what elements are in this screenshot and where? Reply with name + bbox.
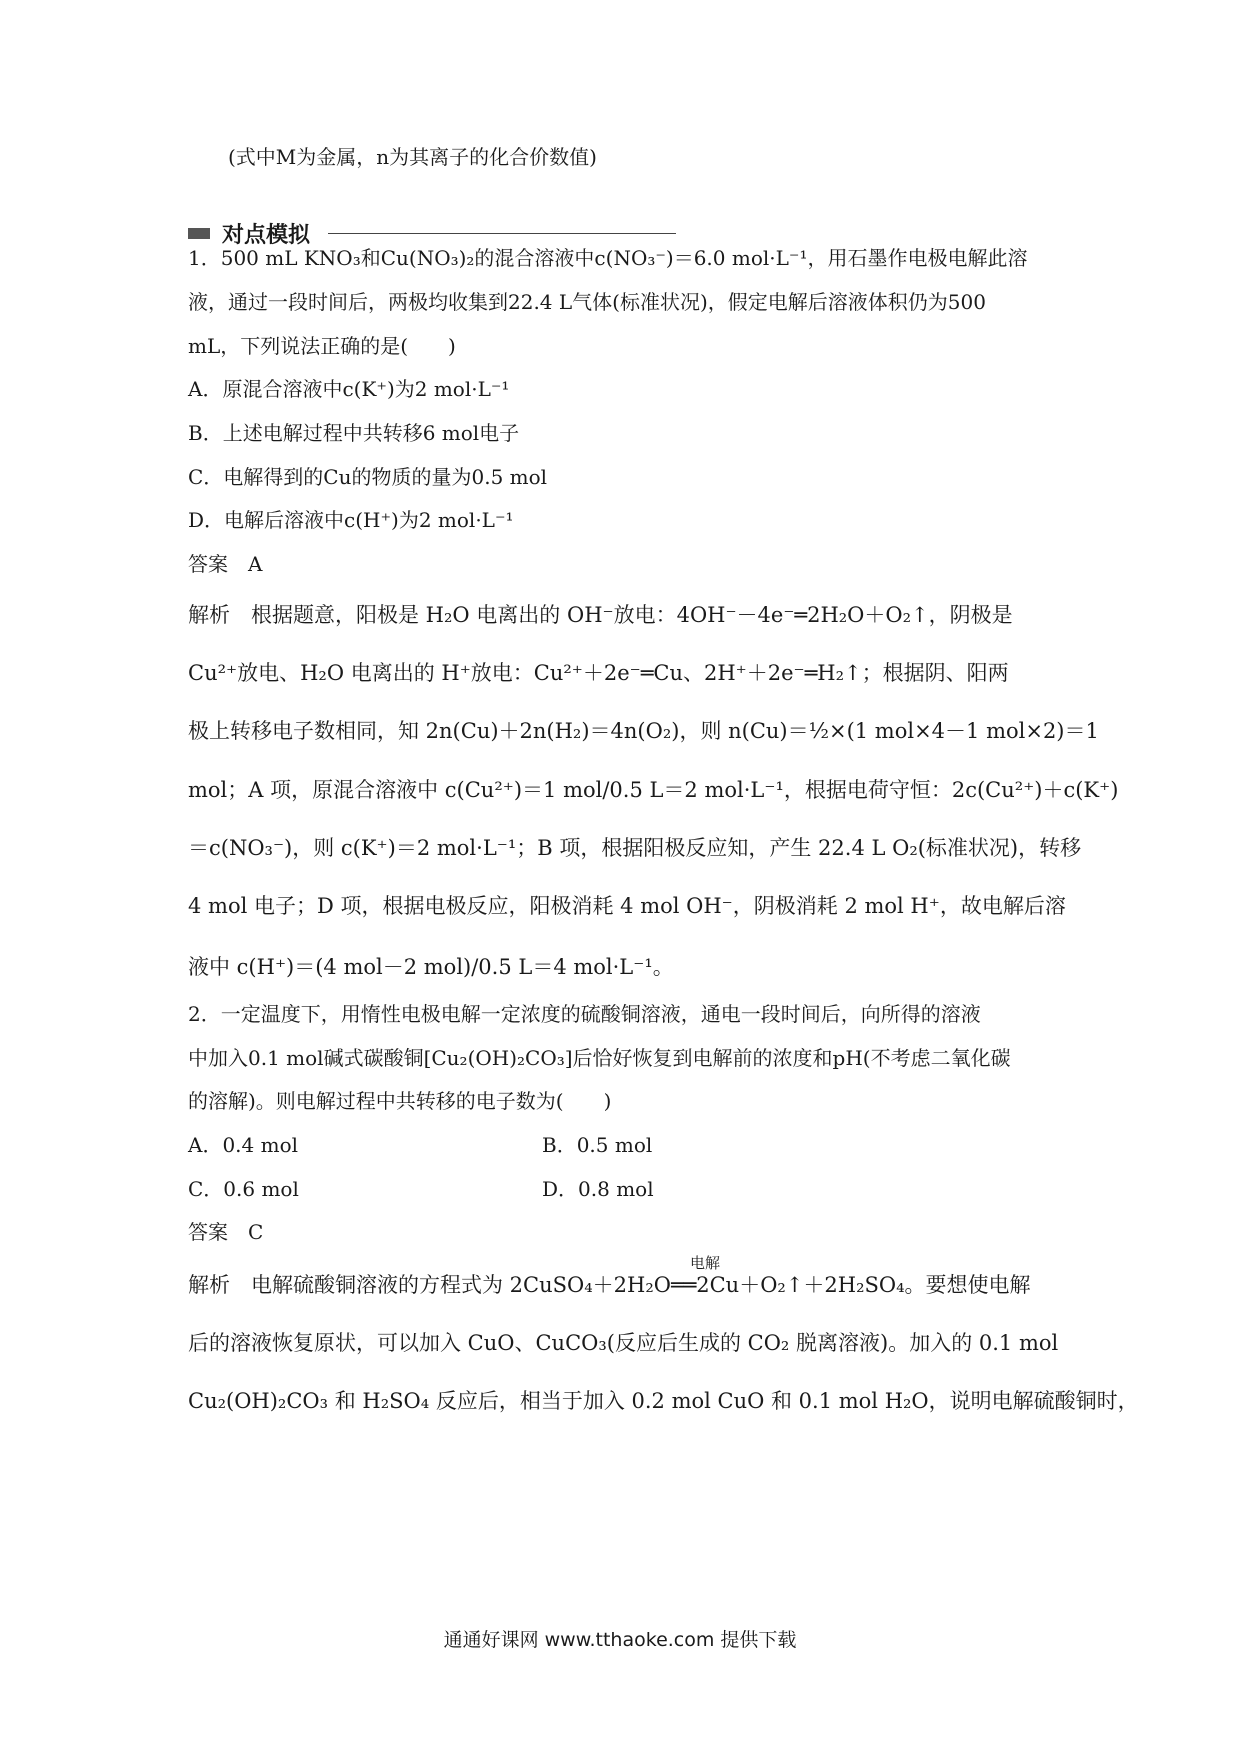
- q1-stem-line-3: mL，下列说法正确的是( ): [188, 334, 456, 358]
- formula-note: (式中M为金属，n为其离子的化合价数值): [228, 145, 597, 169]
- page-footer: 通通好课网 www.tthaoke.com 提供下载: [443, 1629, 797, 1651]
- q1-analysis-line-5: ＝c(NO₃⁻)，则 c(K⁺)＝2 mol·L⁻¹；B 项，根据阳极反应知，产生 22.4 L O₂(标准状况)，转移: [188, 836, 1082, 860]
- q1-option-b: B．上述电解过程中共转移6 mol电子: [188, 421, 520, 445]
- q2-option-b: B．0.5 mol: [542, 1133, 653, 1157]
- q1-analysis-line-3: 极上转移电子数相同，知 2n(Cu)＋2n(H₂)＝4n(O₂)，则 n(Cu)＝½×(1 mol×4－1 mol×2)＝1: [188, 719, 1099, 743]
- q2-answer: 答案 C: [188, 1220, 264, 1244]
- q2-stem-line-3: 的溶解)。则电解过程中共转移的电子数为( ): [188, 1089, 612, 1113]
- q1-analysis-line-7: 液中 c(H⁺)＝(4 mol－2 mol)/0.5 L＝4 mol·L⁻¹。: [188, 955, 674, 979]
- q1-option-a: A．原混合溶液中c(K⁺)为2 mol·L⁻¹: [188, 377, 510, 401]
- q1-answer: 答案 A: [188, 552, 263, 576]
- q1-option-d: D．电解后溶液中c(H⁺)为2 mol·L⁻¹: [188, 508, 514, 532]
- q1-analysis-line-6: 4 mol 电子；D 项，根据电极反应，阳极消耗 4 mol OH⁻，阴极消耗 2 mol H⁺，故电解后溶: [188, 894, 1066, 918]
- q2-option-c: C．0.6 mol: [188, 1177, 299, 1201]
- q1-analysis-line-1: 解析 根据题意，阳极是 H₂O 电离出的 OH⁻放电：4OH⁻－4e⁻═2H₂O＋O₂↑，阴极是: [188, 603, 1013, 627]
- q2-equation-condition: 电解: [690, 1254, 721, 1272]
- q2-option-d: D．0.8 mol: [542, 1177, 654, 1201]
- q1-analysis-line-2: Cu²⁺放电、H₂O 电离出的 H⁺放电：Cu²⁺＋2e⁻═Cu、2H⁺＋2e⁻═H₂↑；根据阴、阳两: [188, 661, 1009, 685]
- q2-option-a: A．0.4 mol: [188, 1133, 299, 1157]
- q2-analysis-line-3: Cu₂(OH)₂CO₃ 和 H₂SO₄ 反应后，相当于加入 0.2 mol CuO 和 0.1 mol H₂O，说明电解硫酸铜时，: [188, 1389, 1139, 1413]
- q1-stem-line-1: 1．500 mL KNO₃和Cu(NO₃)₂的混合溶液中c(NO₃⁻)＝6.0 mol·L⁻¹，用石墨作电极电解此溶: [188, 246, 1028, 270]
- q1-option-c: C．电解得到的Cu的物质的量为0.5 mol: [188, 465, 548, 489]
- q2-stem-line-1: 2．一定温度下，用惰性电极电解一定浓度的硫酸铜溶液，通电一段时间后，向所得的溶液: [188, 1002, 981, 1026]
- section-title: 对点模拟: [222, 223, 311, 248]
- section-marker-icon: [188, 228, 210, 239]
- q1-analysis-line-4: mol；A 项，原混合溶液中 c(Cu²⁺)＝1 mol/0.5 L＝2 mol·L⁻¹，根据电荷守恒：2c(Cu²⁺)＋c(K⁺): [188, 778, 1119, 802]
- section-rule: [328, 233, 676, 234]
- q2-analysis-line-2: 后的溶液恢复原状，可以加入 CuO、CuCO₃(反应后生成的 CO₂ 脱离溶液)。加入的 0.1 mol: [188, 1331, 1059, 1355]
- q1-stem-line-2: 液，通过一段时间后，两极均收集到22.4 L气体(标准状况)，假定电解后溶液体积仍为500: [188, 290, 986, 314]
- q2-analysis-line-1: 解析 电解硫酸铜溶液的方程式为 2CuSO₄＋2H₂O══2Cu＋O₂↑＋2H₂SO₄。要想使电解: [188, 1273, 1031, 1297]
- q2-stem-line-2: 中加入0.1 mol碱式碳酸铜[Cu₂(OH)₂CO₃]后恰好恢复到电解前的浓度和pH(不考虑二氧化碳: [188, 1046, 1011, 1070]
